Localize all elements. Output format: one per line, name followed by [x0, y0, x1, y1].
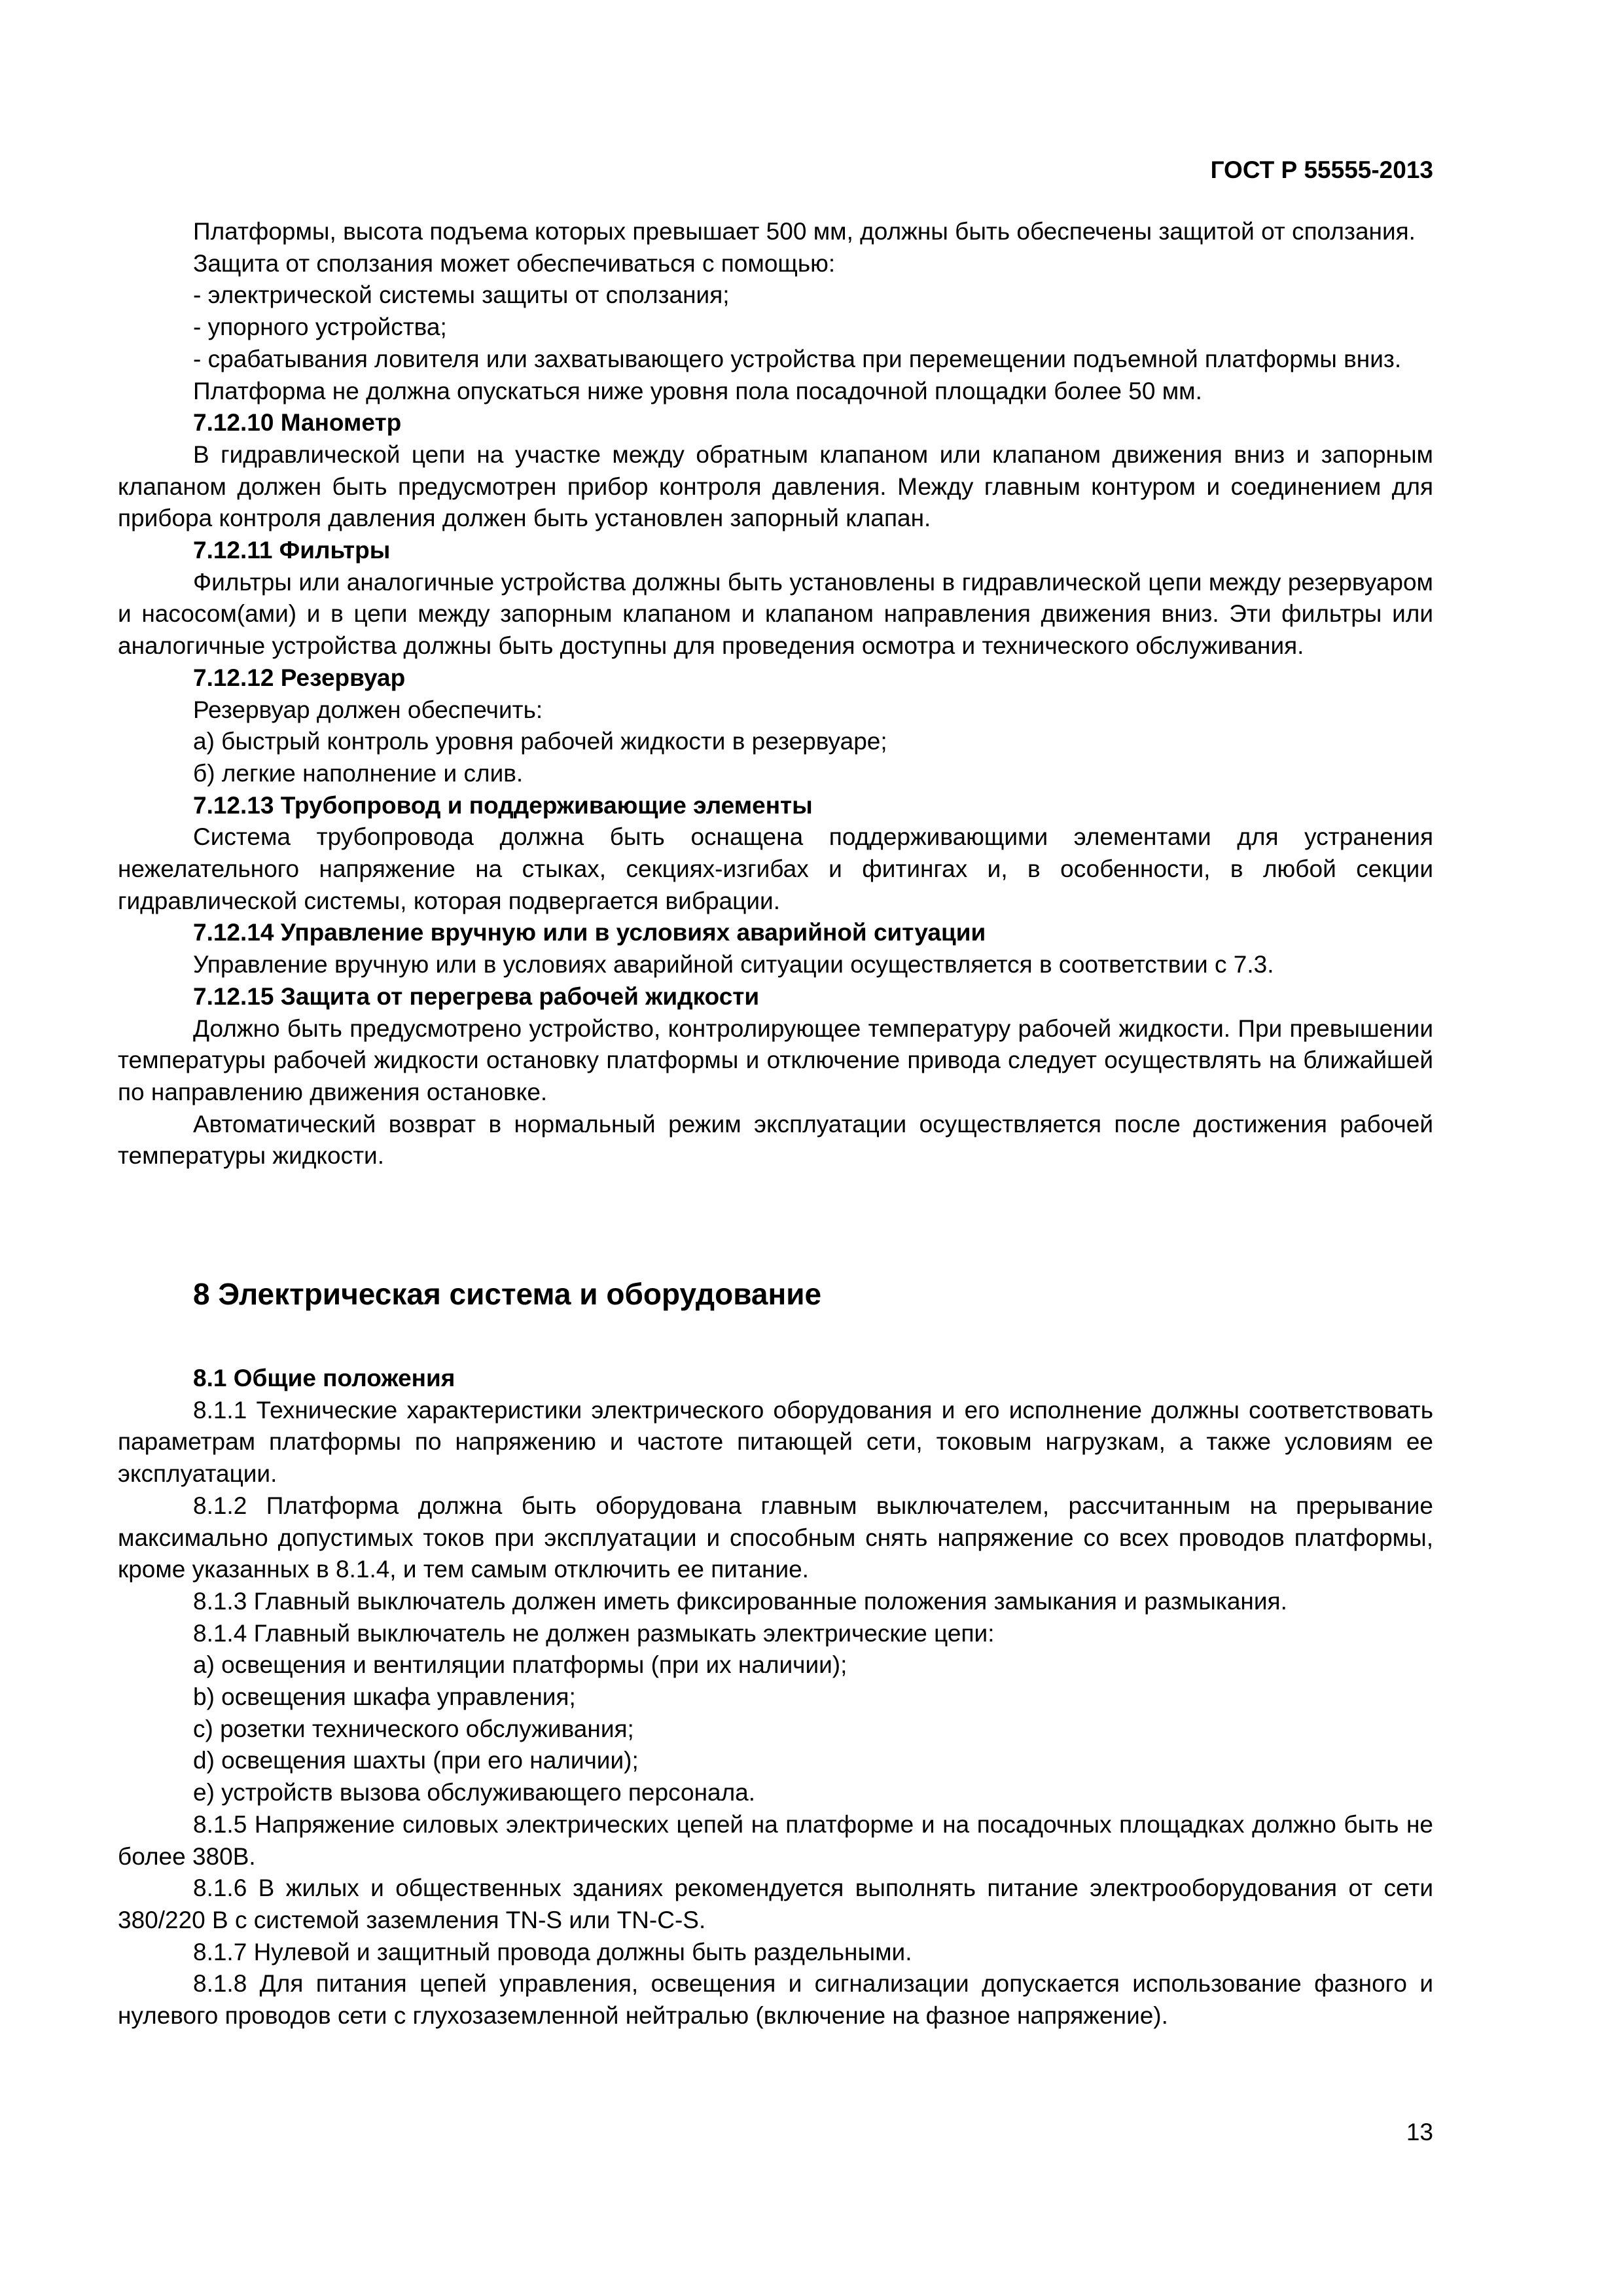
- paragraph: Защита от сползания может обеспечиваться с помощью:: [193, 249, 836, 277]
- list-item: e) устройств вызова обслуживающего персонала.: [193, 1779, 756, 1806]
- list-item: b) освещения шкафа управления;: [193, 1683, 576, 1711]
- paragraph: Автоматический возврат в нормальный режим эксплуатации осуществляется после достижения рабочей температуры жидкости.: [118, 1110, 1433, 1170]
- section-heading: 7.12.13 Трубопровод и поддерживающие элементы: [193, 791, 813, 819]
- section-8-text: [118, 1363, 1433, 2032]
- paragraph: 8.1.5 Напряжение силовых электрических цепей на платформе и на посадочных площадках должно быть не более 380В.: [118, 1810, 1433, 1870]
- paragraph: 8.1.8 Для питания цепей управления, освещения и сигнализации допускается использование фазного и нулевого проводов сети с глухозаземленной нейтралью (включение на фазное напряжение).: [118, 1970, 1433, 2030]
- paragraph: Система трубопровода должна быть оснащена поддерживающими элементами для устранения нежелательного напряжение на стыках, секциях-изгибах и фитингах и, в особенности, в любой секции гидравлической системы, которая подвергается вибрации.: [118, 823, 1433, 914]
- paragraph: 8.1.6 В жилых и общественных зданиях рекомендуется выполнять питание электрооборудования от сети 380/220 В с системой заземления TN-S или TN-C-S.: [118, 1874, 1433, 1933]
- paragraph: Платформа не должна опускаться ниже уровня пола посадочной площадки более 50 мм.: [193, 377, 1202, 404]
- paragraph: Должно быть предусмотрено устройство, контролирующее температуру рабочей жидкости. При превышении температуры рабочей жидкости остановку платформы и отключение привода следует осуществлять на ближайшей по направлению движения остановке.: [118, 1014, 1433, 1105]
- paragraph: Фильтры или аналогичные устройства должны быть установлены в гидравлической цепи между резервуаром и насосом(ами) и в цепи между запорным клапаном и клапаном направления движения вниз. Эти фильтры или аналогичные устройства должны быть доступны для проведения осмотра и технического обслуживания.: [118, 568, 1433, 660]
- list-item: - срабатывания ловителя или захватывающего устройства при перемещении подъемной платформы вниз.: [193, 345, 1402, 372]
- list-item: d) освещения шахты (при его наличии);: [193, 1747, 639, 1774]
- section-heading: 7.12.11 Фильтры: [193, 537, 391, 564]
- list-item: а) освещения и вентиляции платформы (при их наличии);: [193, 1651, 847, 1679]
- chapter-heading: 8 Электрическая система и оборудование: [193, 1277, 822, 1311]
- paragraph: Платформы, высота подъема которых превышает 500 мм, должны быть обеспечены защитой от сползания.: [193, 218, 1416, 245]
- paragraph: Резервуар должен обеспечить:: [193, 696, 543, 723]
- section-heading: 7.12.10 Манометр: [193, 409, 402, 437]
- list-item: - упорного устройства;: [193, 314, 447, 341]
- paragraph: 8.1.3 Главный выключатель должен иметь фиксированные положения замыкания и размыкания.: [193, 1587, 1287, 1615]
- document-id: ГОСТ Р 55555-2013: [1210, 156, 1433, 183]
- list-item: - электрической системы защиты от сползания;: [193, 281, 730, 309]
- section-heading: 8.1 Общие положения: [193, 1365, 455, 1391]
- section-heading: 7.12.12 Резервуар: [193, 664, 406, 691]
- paragraph: 8.1.7 Нулевой и защитный провода должны быть раздельными.: [193, 1938, 912, 1965]
- page-number: 13: [1406, 2119, 1433, 2145]
- paragraph: 8.1.2 Платформа должна быть оборудована главным выключателем, рассчитанным на прерывание максимально допустимых токов при эксплуатации и способным снять напряжение со всех проводов платформы, кроме указанных в 8.1.4, и тем самым отключить ее питание.: [118, 1492, 1433, 1583]
- paragraph: В гидравлической цепи на участке между обратным клапаном или клапаном движения вниз и запорным клапаном должен быть предусмотрен прибор контроля давления. Между главным контуром и соединением для прибора контроля давления должен быть установлен запорный клапан.: [118, 440, 1433, 532]
- section-heading: 7.12.15 Защита от перегрева рабочей жидкости: [193, 982, 760, 1010]
- section-heading: 7.12.14 Управление вручную или в условиях аварийной ситуации: [193, 919, 986, 946]
- paragraph: 8.1.1 Технические характеристики электрического оборудования и его исполнение должны соответствовать параметрам платформы по напряжению и частоте питающей сети, токовым нагрузкам, а также условиям ее эксплуатации.: [118, 1396, 1433, 1488]
- list-item: б) легкие наполнение и слив.: [193, 759, 524, 787]
- paragraph: Управление вручную или в условиях аварийной ситуации осуществляется в соответствии с 7.3.: [193, 951, 1274, 978]
- list-item: а) быстрый контроль уровня рабочей жидкости в резервуаре;: [193, 728, 887, 755]
- paragraph: 8.1.4 Главный выключатель не должен размыкать электрические цепи:: [193, 1619, 995, 1647]
- section-7-12-text: [118, 216, 1433, 1172]
- list-item: c) розетки технического обслуживания;: [193, 1715, 634, 1742]
